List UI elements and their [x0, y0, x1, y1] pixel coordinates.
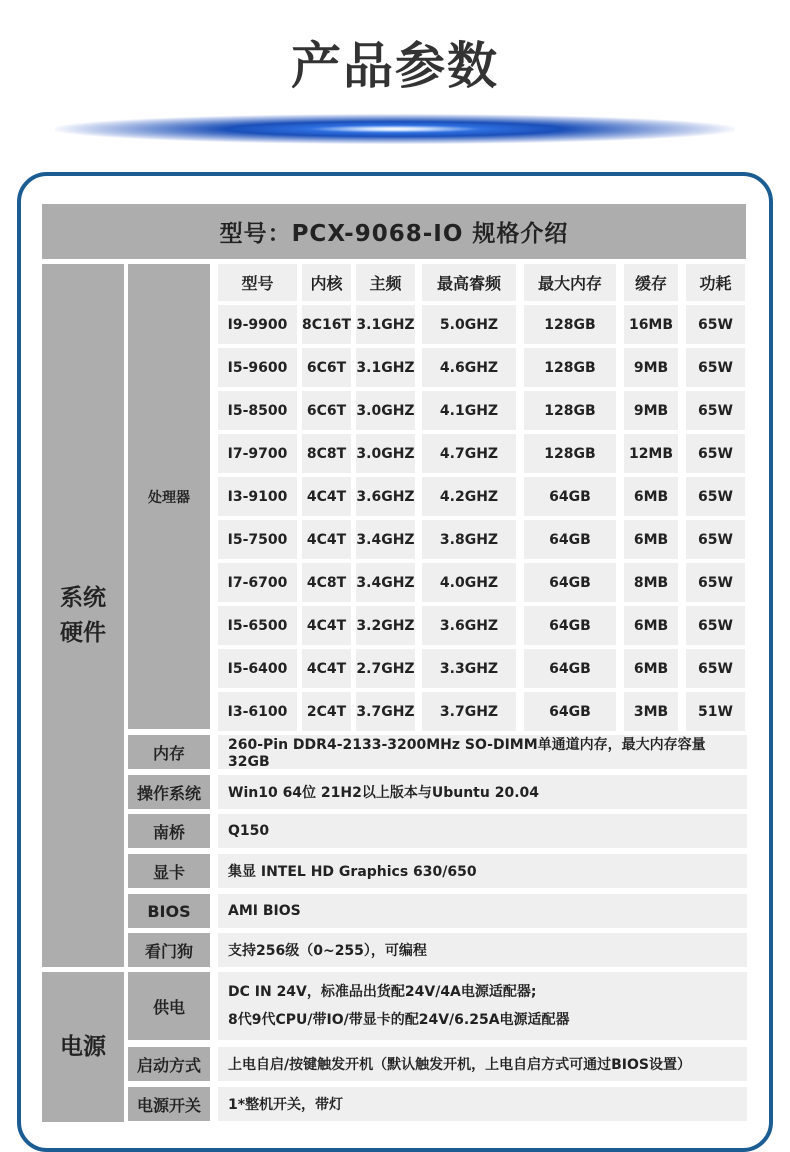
cpu-table-cell: 4.7GHZ: [422, 434, 516, 473]
cpu-table-cell: 8C8T: [302, 434, 351, 473]
spec-value-line: 8代9代CPU/带IO/带显卡的配24V/6.25A电源适配器: [228, 1012, 570, 1028]
section-power: 电源: [42, 972, 124, 1122]
cpu-table-cell: 128GB: [524, 434, 616, 473]
cpu-table-cell: 65W: [686, 477, 745, 516]
cpu-table-cell: 6MB: [624, 520, 678, 559]
cpu-table-cell: 65W: [686, 520, 745, 559]
spec-label: 内存: [128, 735, 210, 769]
cpu-table-cell: 64GB: [524, 692, 616, 731]
cpu-table-cell: I7-6700: [218, 563, 297, 602]
decorative-glow-divider: [55, 114, 735, 144]
cpu-table-cell: 65W: [686, 606, 745, 645]
spec-value: Q150: [218, 814, 747, 848]
spec-label: 操作系统: [128, 775, 210, 809]
cpu-table-cell: 4.6GHZ: [422, 348, 516, 387]
cpu-table-cell: 64GB: [524, 520, 616, 559]
cpu-table-cell: 65W: [686, 305, 745, 344]
cpu-table-cell: 4C4T: [302, 606, 351, 645]
cpu-table-cell: 9MB: [624, 348, 678, 387]
cpu-table-cell: 65W: [686, 434, 745, 473]
cpu-table-cell: 64GB: [524, 606, 616, 645]
section-system-hardware: 系统 硬件: [42, 264, 124, 967]
cpu-table-cell: 6MB: [624, 477, 678, 516]
spec-value: 集显 INTEL HD Graphics 630/650: [218, 854, 747, 888]
cpu-table-cell: 3MB: [624, 692, 678, 731]
cpu-table-cell: 2.7GHZ: [356, 649, 415, 688]
spec-title: 型号：PCX-9068-IO 规格介绍: [42, 204, 746, 259]
cpu-table-cell: 64GB: [524, 477, 616, 516]
cpu-table-cell: 128GB: [524, 391, 616, 430]
spec-value: 260-Pin DDR4-2133-3200MHz SO-DIMM单通道内存，最大内存容量32GB: [218, 735, 747, 769]
cpu-table-cell: 3.2GHZ: [356, 606, 415, 645]
cpu-label: 处理器: [128, 264, 210, 729]
spec-label: 电源开关: [128, 1087, 210, 1121]
spec-label: BIOS: [128, 894, 210, 928]
cpu-table-cell: 4C8T: [302, 563, 351, 602]
cpu-header-cell: 最大内存: [524, 264, 616, 301]
cpu-table-cell: 3.3GHZ: [422, 649, 516, 688]
cpu-header-cell: 缓存: [624, 264, 678, 301]
cpu-table-cell: 65W: [686, 348, 745, 387]
cpu-table-cell: 4C4T: [302, 649, 351, 688]
cpu-table-cell: 128GB: [524, 305, 616, 344]
cpu-table-cell: 2C4T: [302, 692, 351, 731]
cpu-header-cell: 主频: [356, 264, 415, 301]
cpu-table-cell: 3.6GHZ: [422, 606, 516, 645]
cpu-table-cell: 3.1GHZ: [356, 348, 415, 387]
spec-label: 显卡: [128, 854, 210, 888]
spec-label: 南桥: [128, 814, 210, 848]
cpu-table-cell: 64GB: [524, 563, 616, 602]
cpu-table-cell: I5-6500: [218, 606, 297, 645]
cpu-table-cell: 65W: [686, 649, 745, 688]
cpu-table-cell: 3.7GHZ: [356, 692, 415, 731]
cpu-table-cell: 3.7GHZ: [422, 692, 516, 731]
cpu-table-cell: 5.0GHZ: [422, 305, 516, 344]
spec-value: 上电自启/按键触发开机（默认触发开机，上电自启方式可通过BIOS设置）: [218, 1047, 747, 1081]
spec-label: 看门狗: [128, 933, 210, 967]
cpu-table-cell: I5-9600: [218, 348, 297, 387]
cpu-table-cell: 51W: [686, 692, 745, 731]
cpu-table-cell: 128GB: [524, 348, 616, 387]
cpu-table-cell: 3.8GHZ: [422, 520, 516, 559]
cpu-header-cell: 内核: [302, 264, 351, 301]
spec-value: 1*整机开关，带灯: [218, 1087, 747, 1121]
cpu-header-cell: 最高睿频: [422, 264, 516, 301]
cpu-header-cell: 功耗: [686, 264, 745, 301]
cpu-table-cell: I5-6400: [218, 649, 297, 688]
cpu-table-cell: I3-6100: [218, 692, 297, 731]
cpu-table-cell: 8C16T: [302, 305, 351, 344]
cpu-header-cell: 型号: [218, 264, 297, 301]
cpu-table-cell: 12MB: [624, 434, 678, 473]
cpu-table-cell: I9-9900: [218, 305, 297, 344]
cpu-table-cell: 4C4T: [302, 477, 351, 516]
cpu-table-cell: 3.4GHZ: [356, 563, 415, 602]
cpu-table-cell: 6C6T: [302, 348, 351, 387]
cpu-table-cell: 4.0GHZ: [422, 563, 516, 602]
page-title: 产品参数: [291, 37, 499, 95]
cpu-table-cell: 65W: [686, 391, 745, 430]
spec-label: 启动方式: [128, 1047, 210, 1081]
spec-value: 支持256级（0~255），可编程: [218, 933, 747, 967]
cpu-table-cell: 3.0GHZ: [356, 391, 415, 430]
spec-value: Win10 64位 21H2以上版本与Ubuntu 20.04: [218, 775, 747, 809]
spec-value-line: DC IN 24V，标准品出货配24V/4A电源适配器;: [228, 984, 537, 1000]
cpu-table-cell: 3.4GHZ: [356, 520, 415, 559]
spec-label: 供电: [128, 972, 210, 1040]
cpu-table-cell: 6MB: [624, 649, 678, 688]
cpu-table-cell: 65W: [686, 563, 745, 602]
cpu-table-cell: 64GB: [524, 649, 616, 688]
cpu-table-cell: 6C6T: [302, 391, 351, 430]
cpu-table-cell: I5-8500: [218, 391, 297, 430]
cpu-table-cell: 3.0GHZ: [356, 434, 415, 473]
cpu-table-cell: 3.6GHZ: [356, 477, 415, 516]
spec-value: AMI BIOS: [218, 894, 747, 928]
cpu-table-cell: 8MB: [624, 563, 678, 602]
cpu-table-cell: I3-9100: [218, 477, 297, 516]
cpu-table-cell: 4C4T: [302, 520, 351, 559]
cpu-table-cell: 4.2GHZ: [422, 477, 516, 516]
cpu-table-cell: 9MB: [624, 391, 678, 430]
cpu-table-cell: 3.1GHZ: [356, 305, 415, 344]
cpu-table-cell: I5-7500: [218, 520, 297, 559]
cpu-table-cell: 6MB: [624, 606, 678, 645]
cpu-table-cell: 16MB: [624, 305, 678, 344]
cpu-table-cell: 4.1GHZ: [422, 391, 516, 430]
spec-value: [218, 972, 747, 1040]
cpu-table-cell: I7-9700: [218, 434, 297, 473]
